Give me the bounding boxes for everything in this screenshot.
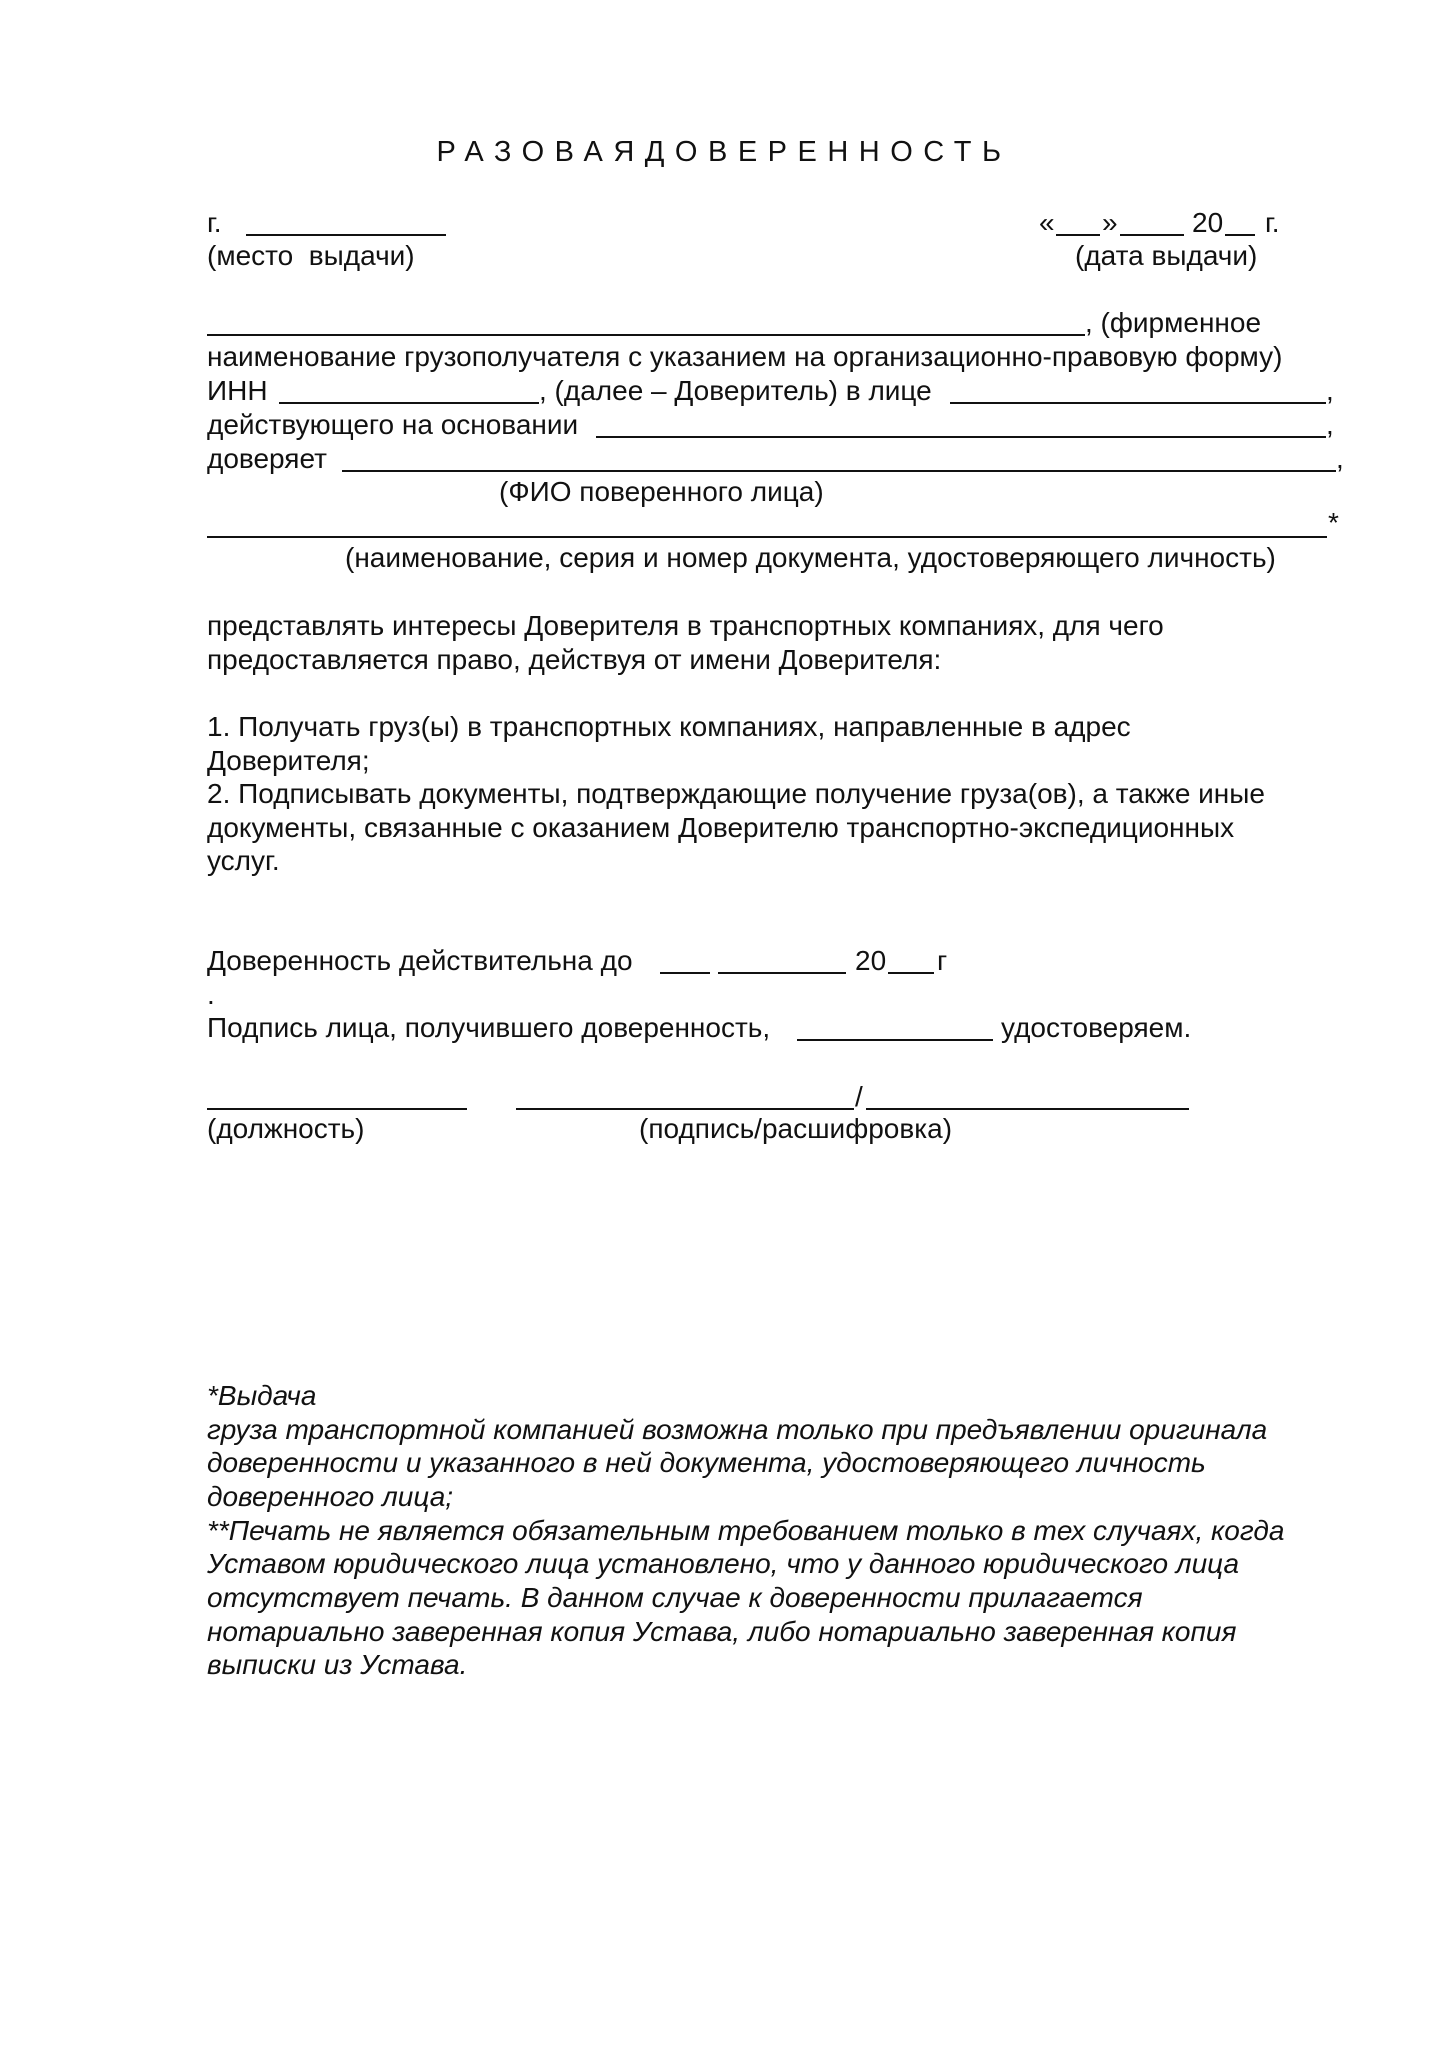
trustee-blank	[342, 470, 1336, 472]
firm-line2: наименование грузополучателя с указанием на организационно-правовую форму)	[207, 341, 1283, 372]
footnote-line6: Уставом юридического лица установлено, что у данного юридического лица	[207, 1548, 1240, 1579]
validity-month-blank	[718, 972, 846, 974]
id-document-blank	[207, 536, 1327, 538]
firm-suffix: , (фирменное	[1085, 307, 1262, 338]
validity-year-blank	[888, 972, 934, 974]
power-item2-line1: 2. Подписывать документы, подтверждающие получение груза(ов), а также иные	[207, 778, 1265, 809]
date-suffix: г.	[1265, 207, 1280, 238]
position-blank	[207, 1108, 467, 1110]
signature-certify: удостоверяем.	[1001, 1012, 1192, 1043]
represent-line2: предоставляется право, действуя от имени Доверителя:	[207, 644, 942, 675]
sign-slash: /	[855, 1081, 863, 1112]
power-item2-line2: документы, связанные с оказанием Доверителю транспортно-экспедиционных	[207, 812, 1235, 843]
footnote-line7: отсутствует печать. В данном случае к доверенности прилагается	[207, 1582, 1143, 1613]
position-caption: (должность)	[207, 1113, 365, 1144]
represent-line1: представлять интересы Доверителя в транспортных компаниях, для чего	[207, 610, 1164, 641]
trusts-comma: ,	[1336, 443, 1344, 474]
city-prefix: г.	[207, 207, 222, 238]
power-item2-line3: услуг.	[207, 845, 280, 876]
represented-by-blank	[950, 402, 1326, 404]
date-day-blank	[1056, 234, 1100, 236]
date-year: 20	[1192, 207, 1224, 238]
validity-year: 20	[855, 945, 887, 976]
trusts-label: доверяет	[207, 443, 327, 474]
signature-sample-blank	[797, 1039, 993, 1041]
validity-day-blank	[660, 972, 710, 974]
date-close-quote: »	[1102, 207, 1118, 238]
footnote-line4: доверенного лица;	[207, 1481, 454, 1512]
validity-dot: .	[207, 979, 215, 1010]
footnote-line3: доверенности и указанного в ней документа, удостоверяющего личность	[207, 1447, 1206, 1478]
footnote-line5: **Печать не является обязательным требованием только в тех случаях, когда	[207, 1515, 1285, 1546]
sign-name-blank	[866, 1108, 1189, 1110]
document-title: РАЗОВАЯДОВЕРЕННОСТЬ	[436, 136, 1012, 168]
date-month-blank	[1120, 234, 1184, 236]
fio-caption: (ФИО поверенного лица)	[499, 476, 824, 507]
footnote-line2: груза транспортной компанией возможна только при предъявлении оригинала	[207, 1414, 1268, 1445]
sign-caption: (подпись/расшифровка)	[639, 1113, 953, 1144]
validity-label: Доверенность действительна до	[207, 945, 633, 976]
place-blank	[246, 234, 446, 236]
date-year-blank	[1225, 234, 1255, 236]
id-document-asterisk: *	[1328, 507, 1339, 538]
place-caption: (место выдачи)	[207, 240, 415, 271]
inn-comma: ,	[1326, 375, 1334, 406]
inn-label: ИНН	[207, 375, 268, 406]
signature-label: Подпись лица, получившего доверенность,	[207, 1012, 771, 1043]
inn-blank	[279, 402, 539, 404]
basis-blank	[596, 436, 1326, 438]
firm-name-blank	[207, 334, 1085, 336]
basis-label: действующего на основании	[207, 409, 579, 440]
date-caption: (дата выдачи)	[1075, 240, 1258, 271]
sign-blank	[516, 1108, 854, 1110]
footnote-line9: выписки из Устава.	[207, 1649, 468, 1680]
id-document-caption: (наименование, серия и номер документа, удостоверяющего личность)	[345, 542, 1276, 573]
validity-suffix: г	[937, 945, 948, 976]
power-item1-line2: Доверителя;	[207, 745, 370, 776]
basis-comma: ,	[1326, 409, 1334, 440]
footnote-line1: *Выдача	[207, 1380, 317, 1411]
footnote-line8: нотариально заверенная копия Устава, либо нотариально заверенная копия	[207, 1616, 1237, 1647]
power-item1-line1: 1. Получать груз(ы) в транспортных компаниях, направленные в адрес	[207, 711, 1131, 742]
inn-middle: , (далее – Доверитель) в лице	[539, 375, 932, 406]
date-open-quote: «	[1039, 207, 1055, 238]
